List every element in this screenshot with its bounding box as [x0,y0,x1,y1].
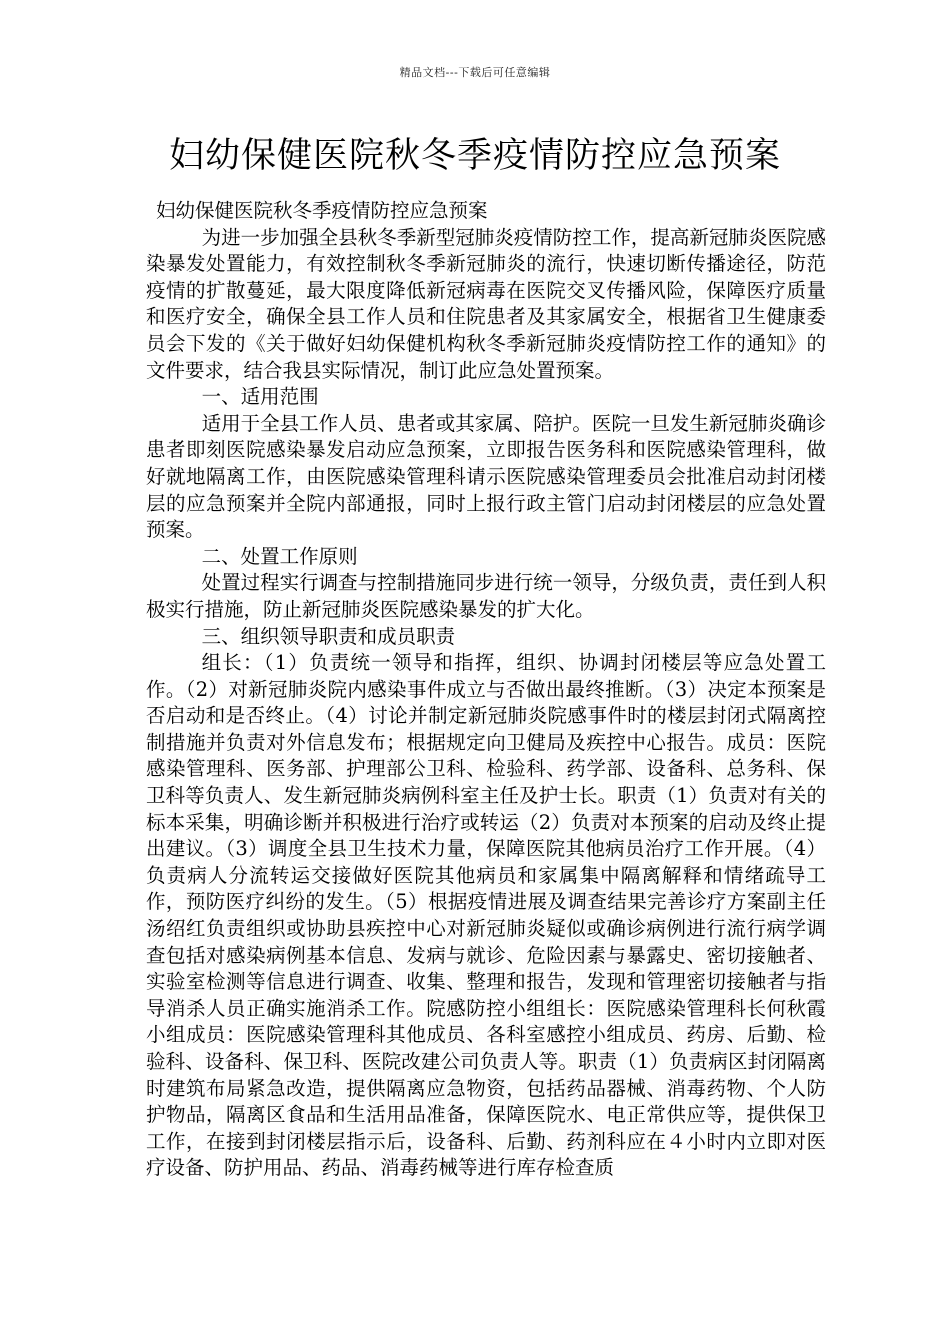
principles-paragraph: 处置过程实行调查与控制措施同步进行统一领导，分级负责，责任到人积极实行措施，防止新冠肺炎医院感染暴发的扩大化。 [146,571,826,621]
document-subtitle: 妇幼保健医院秋冬季疫情防控应急预案 [156,199,488,222]
intro-paragraph: 为进一步加强全县秋冬季新型冠肺炎疫情防控工作，提高新冠肺炎医院感染暴发处置能力，有效控制秋冬季新冠肺炎的流行，快速切断传播途径，防范疫情的扩散蔓延，最大限度降低新冠病毒在医院交叉传播风险，保障医疗质量和医疗安全，确保全县工作人员和住院患者及其家属安全，根据省卫生健康委员会下发的《关于做好妇幼保健机构秋冬季新冠肺炎疫情防控工作的通知》的文件要求，结合我县实际情况，制订此应急处置预案。 [146,225,826,382]
scope-paragraph: 适用于全县工作人员、患者或其家属、陪护。医院一旦发生新冠肺炎确诊患者即刻医院感染暴发启动应急预案，立即报告医务科和医院感染管理科，做好就地隔离工作，由医院感染管理科请示医院感染管理委员会批准启动封闭楼层的应急预案并全院内部通报，同时上报行政主管门启动封闭楼层的应急处置预案。 [146,411,826,542]
organization-paragraph: 组长：（1）负责统一领导和指挥，组织、协调封闭楼层等应急处置工作。（2）对新冠肺炎院内感染事件成立与否做出最终推断。（3）决定本预案是否启动和是否终止。（4）讨论并制定新冠肺炎院感事件时的楼层封闭式隔离控制措施并负责对外信息发布；根据规定向卫健局及疾控中心报告。成员：医院感染管理科、医务部、护理部公卫科、检验科、药学部、设备科、总务科、保卫科等负责人、发生新冠肺炎病例科室主任及护士长。职责（1）负责对有关的标本采集，明确诊断并积极进行治疗或转运（2）负责对本预案的启动及终止提出建议。（3）调度全县卫生技术力量，保障医院其他病员治疗工作开展。（4）负责病人分流转运交接做好医院其他病员和家属集中隔离解释和情绪疏导工作，预防医疗纠纷的发生。（5）根据疫情进展及调查结果完善诊疗方案副主任汤绍红负责组织或协助县疾控中心对新冠肺炎疑似或确诊病例进行流行病学调查包括对感染病例基本信息、发病与就诊、危险因素与暴露史、密切接触者、实验室检测等信息进行调查、收集、整理和报告，发现和管理密切接触者与指导消杀人员正确实施消杀工作。院感防控小组组长：医院感染管理科长何秋霞小组成员：医院感染管理科其他成员、各科室感控小组成员、药房、后勤、检验科、设备科、保卫科、医院改建公司负责人等。职责（1）负责病区封闭隔离时建筑布局紧急改造，提供隔离应急物资，包括药品器械、消毒药物、个人防护物品，隔离区食品和生活用品准备，保障医院水、电正常供应等，提供保卫工作，在接到封闭楼层指示后，设备科、后勤、药剂科应在４小时内立即对医疗设备、防护用品、药品、消毒药械等进行库存检查质 [146,651,826,1180]
section-heading-scope: 一、适用范围 [201,385,319,409]
section-heading-organization: 三、组织领导职责和成员职责 [201,624,456,648]
document-body [146,198,826,1182]
document-title: 妇幼保健医院秋冬季疫情防控应急预案 [168,136,781,176]
header-note: 精品文档---下载后可任意编辑 [399,66,551,79]
section-heading-principles: 二、处置工作原则 [201,544,358,568]
